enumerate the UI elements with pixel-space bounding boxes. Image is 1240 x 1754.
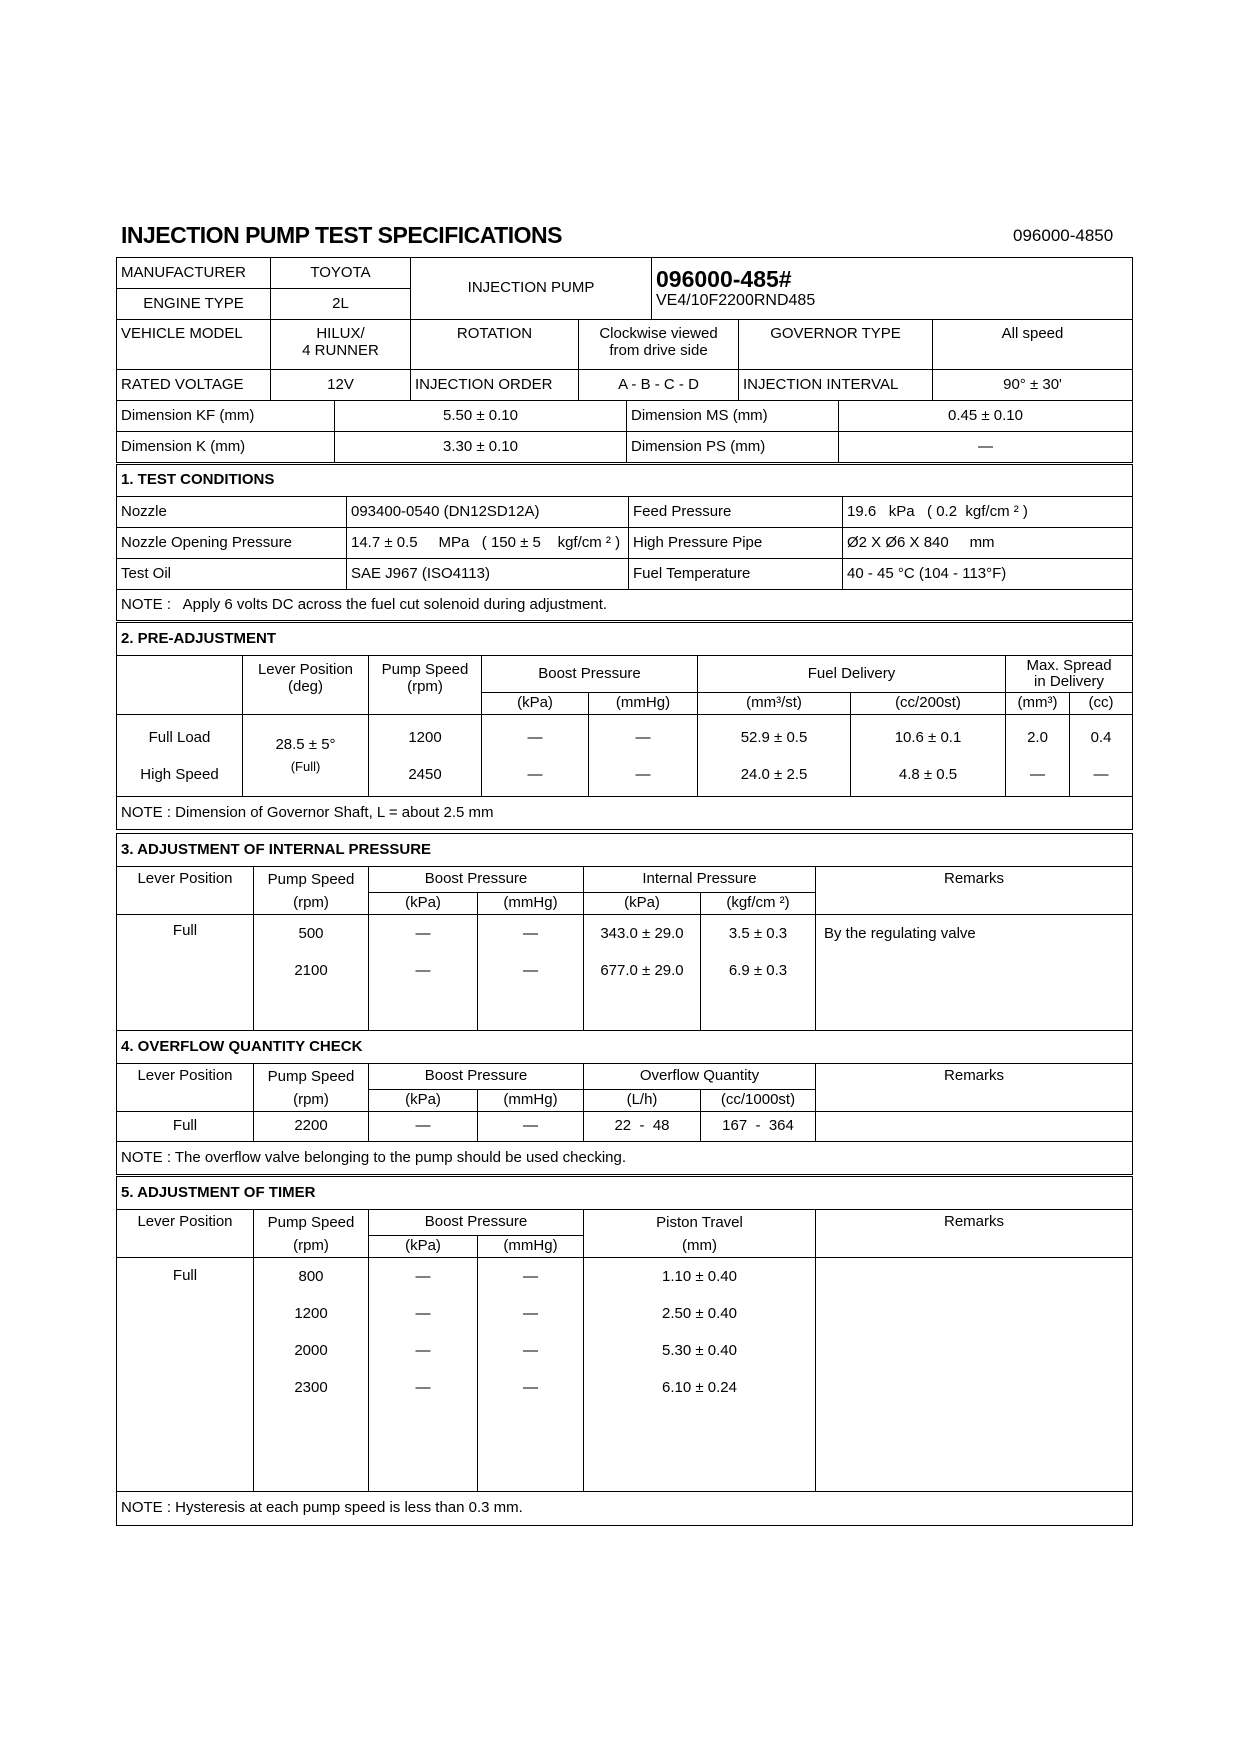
tm-rpm-unit: (rpm) <box>254 1236 369 1258</box>
ip-kpa-row: — <box>415 962 431 979</box>
pre-speed-values <box>369 715 482 797</box>
tm-kpa-row: — <box>415 1268 431 1285</box>
rotation-value <box>579 320 739 370</box>
pre-row2-speed: 2450 <box>408 765 442 783</box>
header-table <box>116 257 1133 401</box>
nozzle-opening-label: Nozzle Opening Pressure <box>117 528 347 559</box>
pre-mmhg-unit: (mmHg) <box>589 693 698 715</box>
ip-boost-header: Boost Pressure <box>369 867 584 893</box>
pre-deg-label: (deg) <box>287 677 324 695</box>
pre-row1-mm3st: 52.9 ± 0.5 <box>740 728 808 746</box>
pre-row2-cc200: 4.8 ± 0.5 <box>898 765 958 783</box>
feed-pressure-value: 19.6 kPa ( 0.2 kgf/cm ² ) <box>843 497 1133 528</box>
ip-rpm-unit: (rpm) <box>254 893 369 915</box>
dim-kf-value: 5.50 ± 0.10 <box>335 401 627 432</box>
fuel-temp-value: 40 - 45 °C (104 - 113°F) <box>843 559 1133 590</box>
ip-internal-header: Internal Pressure <box>584 867 816 893</box>
of-lever-header: Lever Position <box>117 1064 254 1112</box>
pre-spread-cc-values <box>1070 715 1133 797</box>
tm-mm-unit: (mm) <box>584 1236 816 1258</box>
of-cc1000-value: 167 - 364 <box>701 1112 816 1142</box>
pre-row1-spread-cc: 0.4 <box>1090 728 1112 746</box>
feed-pressure-label: Feed Pressure <box>629 497 843 528</box>
timer-table <box>116 1176 1133 1526</box>
ip-mmhg-row: — <box>523 925 538 942</box>
fuel-temp-label: Fuel Temperature <box>629 559 843 590</box>
internal-pressure-table <box>116 833 1133 1031</box>
pre-mmhg-values <box>589 715 698 797</box>
tm-kpa-row: — <box>415 1342 431 1359</box>
tm-travel-values <box>584 1258 816 1492</box>
ip-speed-values <box>254 915 369 1031</box>
nozzle-label: Nozzle <box>117 497 347 528</box>
dimensions-table <box>116 400 1133 463</box>
of-mmhg-unit: (mmHg) <box>478 1090 584 1112</box>
tm-remarks-value <box>816 1258 1133 1492</box>
engine-type-label: ENGINE TYPE <box>117 289 271 320</box>
tm-mmhg-unit: (mmHg) <box>478 1236 584 1258</box>
timer-note: NOTE : Hysteresis at each pump speed is less than 0.3 mm. <box>117 1492 1133 1526</box>
ip-speed-row: 500 <box>298 925 324 942</box>
ip-remarks-header: Remarks <box>816 867 1133 915</box>
tm-kpa-values <box>369 1258 478 1492</box>
pre-lever-header <box>243 656 369 715</box>
of-rpm-unit: (rpm) <box>254 1090 369 1112</box>
ip-internal-kpa-values <box>584 915 701 1031</box>
injection-pump-label: INJECTION PUMP <box>411 258 652 320</box>
pre-row1-mmhg: — <box>635 728 651 746</box>
ip-lever-header: Lever Position <box>117 867 254 915</box>
injection-order-value: A - B - C - D <box>579 370 739 401</box>
vehicle-model-label: VEHICLE MODEL <box>117 320 271 370</box>
pre-row2-name: High Speed <box>140 765 219 783</box>
pump-number: 096000-485# <box>656 266 792 293</box>
injection-interval-label: INJECTION INTERVAL <box>739 370 933 401</box>
pre-row2-spread-mm3: — <box>1030 765 1045 783</box>
pre-row2-mm3st: 24.0 ± 2.5 <box>740 765 808 783</box>
of-boost-header: Boost Pressure <box>369 1064 584 1090</box>
pre-row1-kpa: — <box>527 728 543 746</box>
tm-speed-row: 2000 <box>294 1342 328 1359</box>
injection-order-label: INJECTION ORDER <box>411 370 579 401</box>
pre-row2-mmhg: — <box>635 765 651 783</box>
tm-mmhg-row: — <box>523 1268 538 1285</box>
vehicle-model-line2: 4 RUNNER <box>302 341 379 359</box>
vehicle-model-line1: HILUX/ <box>316 325 365 342</box>
pre-row1-speed: 1200 <box>408 728 442 746</box>
ip-internal-kpa-row: 677.0 ± 29.0 <box>600 962 684 979</box>
manufacturer-value: TOYOTA <box>271 258 411 289</box>
of-cc1000-unit: (cc/1000st) <box>701 1090 816 1112</box>
dim-ps-value: — <box>839 432 1133 463</box>
tm-mmhg-values <box>478 1258 584 1492</box>
hp-pipe-value: Ø2 X Ø6 X 840 mm <box>843 528 1133 559</box>
ip-remark-text: By the regulating valve <box>824 925 976 942</box>
rotation-label: ROTATION <box>411 320 579 370</box>
hp-pipe-label: High Pressure Pipe <box>629 528 843 559</box>
vehicle-model-value <box>271 320 411 370</box>
ip-kpa-values <box>369 915 478 1031</box>
governor-type-value: All speed <box>933 320 1133 370</box>
of-overflow-header: Overflow Quantity <box>584 1064 816 1090</box>
section-heading-internal-pressure: 3. ADJUSTMENT OF INTERNAL PRESSURE <box>117 834 1133 867</box>
pre-row-names <box>117 715 243 797</box>
pre-adjustment-table <box>116 622 1133 830</box>
pre-lever-label: Lever Position <box>257 661 354 678</box>
of-lever-value: Full <box>117 1112 254 1142</box>
tm-travel-row: 1.10 ± 0.40 <box>662 1268 737 1285</box>
ip-mmhg-values <box>478 915 584 1031</box>
ip-kpa-unit: (kPa) <box>369 893 478 915</box>
tm-remarks-header: Remarks <box>816 1210 1133 1258</box>
tm-speed-row: 2300 <box>294 1379 328 1396</box>
tm-speed-header: Pump Speed <box>254 1210 369 1236</box>
pre-lever-value: 28.5 ± 5° <box>275 736 336 754</box>
tm-speed-values <box>254 1258 369 1492</box>
test-conditions-note: NOTE : Apply 6 volts DC across the fuel cut solenoid during adjustment. <box>117 590 1133 621</box>
tm-mmhg-row: — <box>523 1342 538 1359</box>
tm-mmhg-row: — <box>523 1379 538 1396</box>
engine-type-value: 2L <box>271 289 411 320</box>
of-lh-unit: (L/h) <box>584 1090 701 1112</box>
section-heading-overflow: 4. OVERFLOW QUANTITY CHECK <box>117 1031 1133 1064</box>
ip-kgf-values <box>701 915 816 1031</box>
pre-cc200-values <box>851 715 1006 797</box>
test-oil-label: Test Oil <box>117 559 347 590</box>
pump-id-cell <box>652 258 1133 320</box>
of-kpa-value: — <box>369 1112 478 1142</box>
pre-blank-header <box>117 656 243 715</box>
rated-voltage-label: RATED VOLTAGE <box>117 370 271 401</box>
tm-piston-header: Piston Travel <box>584 1210 816 1236</box>
pre-max-spread-line2: in Delivery <box>1034 673 1105 690</box>
ip-internal-kpa-row: 343.0 ± 29.0 <box>600 925 684 942</box>
of-lh-value: 22 - 48 <box>584 1112 701 1142</box>
dim-ps-label: Dimension PS (mm) <box>627 432 839 463</box>
ip-mmhg-row: — <box>523 962 538 979</box>
of-kpa-unit: (kPa) <box>369 1090 478 1112</box>
pre-kpa-unit: (kPa) <box>482 693 589 715</box>
tm-boost-header: Boost Pressure <box>369 1210 584 1236</box>
tm-lever-value: Full <box>117 1258 254 1492</box>
pre-speed-header <box>369 656 482 715</box>
pre-row2-kpa: — <box>527 765 543 783</box>
dim-ms-label: Dimension MS (mm) <box>627 401 839 432</box>
ip-lever-value: Full <box>117 915 254 1031</box>
nozzle-opening-value: 14.7 ± 0.5 MPa ( 150 ± 5 kgf/cm ² ) <box>347 528 629 559</box>
pre-cc200-unit: (cc/200st) <box>851 693 1006 715</box>
pre-row1-spread-mm3: 2.0 <box>1027 728 1048 746</box>
ip-internal-kpa-unit: (kPa) <box>584 893 701 915</box>
ip-kgf-row: 3.5 ± 0.3 <box>728 925 788 942</box>
pre-boost-header: Boost Pressure <box>482 656 698 693</box>
page-title: INJECTION PUMP TEST SPECIFICATIONS <box>121 222 562 248</box>
tm-kpa-row: — <box>415 1305 431 1322</box>
ip-mmhg-unit: (mmHg) <box>478 893 584 915</box>
pre-spread-mm3-values <box>1006 715 1070 797</box>
tm-travel-row: 6.10 ± 0.24 <box>662 1379 737 1396</box>
overflow-table <box>116 1030 1133 1175</box>
pre-mm3st-values <box>698 715 851 797</box>
pre-row1-cc200: 10.6 ± 0.1 <box>894 728 962 746</box>
pre-mm3st-unit: (mm³/st) <box>698 693 851 715</box>
pre-fuel-delivery-header: Fuel Delivery <box>698 656 1006 693</box>
pre-lever-value-cell <box>243 715 369 797</box>
dim-ms-value: 0.45 ± 0.10 <box>839 401 1133 432</box>
ip-speed-row: 2100 <box>294 962 328 979</box>
pre-speed-label: Pump Speed <box>381 661 469 678</box>
pre-kpa-values <box>482 715 589 797</box>
ip-remarks-value <box>816 915 1133 1031</box>
ip-kgf-unit: (kgf/cm ²) <box>701 893 816 915</box>
of-remarks-value <box>816 1112 1133 1142</box>
tm-travel-row: 5.30 ± 0.40 <box>662 1342 737 1359</box>
document-number: 096000-4850 <box>1013 226 1114 245</box>
pre-rpm-label: (rpm) <box>407 677 443 695</box>
dim-kf-label: Dimension KF (mm) <box>117 401 335 432</box>
pre-max-spread-line1: Max. Spread <box>1026 656 1112 674</box>
ip-kpa-row: — <box>415 925 431 942</box>
pre-max-spread-header <box>1006 656 1133 693</box>
injection-interval-value: 90° ± 30' <box>933 370 1133 401</box>
tm-speed-row: 1200 <box>294 1305 328 1322</box>
manufacturer-label: MANUFACTURER <box>117 258 271 289</box>
rotation-line1: Clockwise viewed <box>599 325 718 342</box>
pre-row1-name: Full Load <box>148 728 211 746</box>
overflow-note: NOTE : The overflow valve belonging to the pump should be used checking. <box>117 1142 1133 1175</box>
section-heading-timer: 5. ADJUSTMENT OF TIMER <box>117 1177 1133 1210</box>
pre-row2-spread-cc: — <box>1093 765 1109 783</box>
tm-kpa-unit: (kPa) <box>369 1236 478 1258</box>
pre-adjustment-note: NOTE : Dimension of Governor Shaft, L = about 2.5 mm <box>117 797 1133 830</box>
section-heading-pre-adjustment: 2. PRE-ADJUSTMENT <box>117 623 1133 656</box>
of-mmhg-value: — <box>478 1112 584 1142</box>
tm-travel-row: 2.50 ± 0.40 <box>662 1305 737 1322</box>
rated-voltage-value: 12V <box>271 370 411 401</box>
nozzle-value: 093400-0540 (DN12SD12A) <box>347 497 629 528</box>
pre-mm3-unit: (mm³) <box>1006 693 1070 715</box>
dim-k-label: Dimension K (mm) <box>117 432 335 463</box>
tm-lever-header: Lever Position <box>117 1210 254 1258</box>
tm-kpa-row: — <box>415 1379 431 1396</box>
of-remarks-header: Remarks <box>816 1064 1133 1112</box>
ip-speed-header: Pump Speed <box>254 867 369 893</box>
of-speed-header: Pump Speed <box>254 1064 369 1090</box>
dim-k-value: 3.30 ± 0.10 <box>335 432 627 463</box>
ip-kgf-row: 6.9 ± 0.3 <box>728 962 788 979</box>
pre-cc-unit: (cc) <box>1070 693 1133 715</box>
governor-type-label: GOVERNOR TYPE <box>739 320 933 370</box>
pre-lever-sub: (Full) <box>290 758 321 774</box>
pump-code: VE4/10F2200RND485 <box>656 292 816 310</box>
tm-mmhg-row: — <box>523 1305 538 1322</box>
test-conditions-table <box>116 464 1133 621</box>
of-speed-value: 2200 <box>254 1112 369 1142</box>
test-oil-value: SAE J967 (ISO4113) <box>347 559 629 590</box>
tm-speed-row: 800 <box>298 1268 324 1285</box>
rotation-line2: from drive side <box>609 341 708 359</box>
section-heading-test-conditions: 1. TEST CONDITIONS <box>117 465 1133 497</box>
